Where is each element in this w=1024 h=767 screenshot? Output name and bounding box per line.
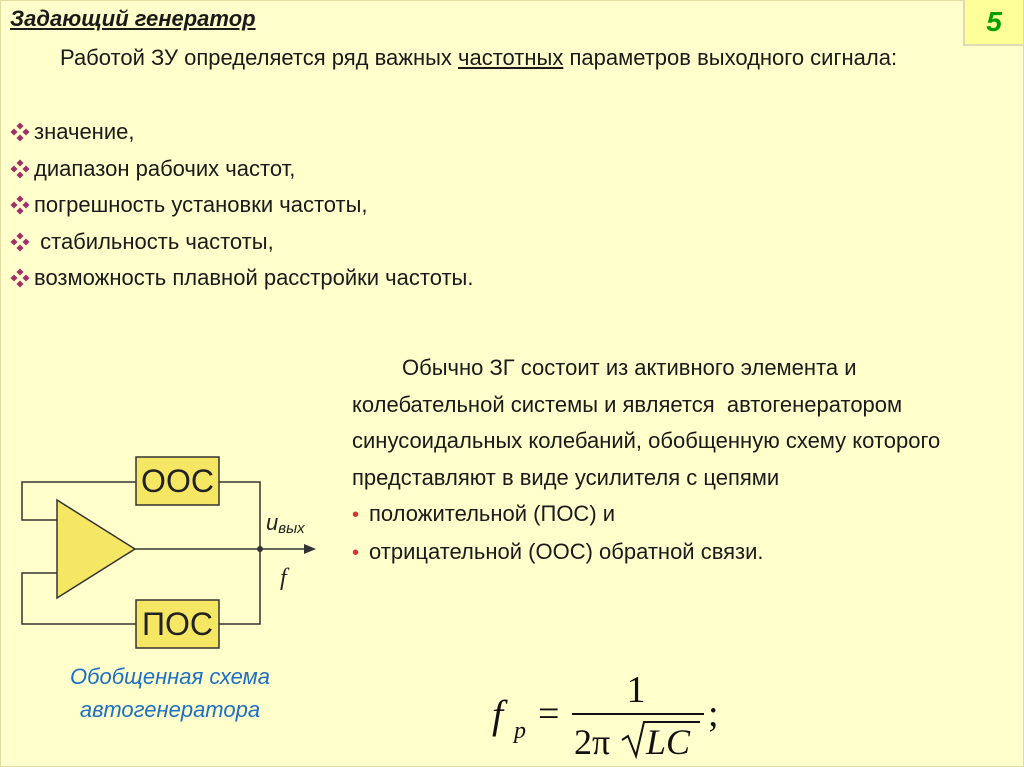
formula-lhs: f <box>492 692 504 737</box>
formula-numerator: 1 <box>626 669 646 711</box>
feedback-list <box>352 496 1002 571</box>
list-item <box>352 534 1002 572</box>
list-item <box>10 187 473 224</box>
intro-text-after: параметров выходного сигнала: <box>563 45 898 70</box>
list-item-text: значение, <box>34 119 135 144</box>
description-paragraph <box>352 350 1002 496</box>
page-number: 5 <box>986 6 1002 37</box>
list-item <box>10 224 473 261</box>
junction-dot <box>257 546 263 552</box>
diamond-bullet-icon <box>10 232 30 252</box>
diagram-caption <box>20 660 320 726</box>
output-voltage-subscript: вых <box>278 520 305 537</box>
list-item-text: погрешность установки частоты, <box>34 192 368 217</box>
list-item-text: положительной (ПОС) и <box>369 501 616 526</box>
list-item <box>10 114 473 151</box>
diamond-bullet-icon <box>10 159 30 179</box>
formula-denominator-coef: 2π <box>574 722 611 762</box>
red-bullet-icon: • <box>352 504 360 526</box>
resonance-formula <box>486 668 746 764</box>
red-bullet-icon: • <box>352 541 360 564</box>
top-feedback-wire-right <box>219 482 260 549</box>
caption-line-2: автогенератора <box>79 697 261 722</box>
parameter-list <box>10 114 473 297</box>
oos-block-label: ООС <box>141 463 214 499</box>
output-arrow-icon <box>304 544 316 554</box>
output-voltage-label <box>266 510 305 537</box>
intro-paragraph <box>10 40 950 76</box>
list-item-text: отрицательной (ООС) обратной связи. <box>369 538 764 564</box>
diamond-bullet-icon <box>10 195 30 215</box>
description-text: Обычно ЗГ состоит из активного элемента и колебательной системы и является автогенератором синусоидальных колебаний, обобщенную схему которого представляют в виде усилителя с цепями <box>352 355 947 490</box>
page-number-badge <box>963 0 1023 46</box>
frequency-label: f <box>280 565 287 591</box>
caption-line-1: Обобщенная схема <box>70 664 270 689</box>
list-item-text: стабильность частоты, <box>34 228 274 254</box>
formula-terminator: ; <box>708 693 719 735</box>
intro-text-before: Работой ЗУ определяется ряд важных <box>60 45 459 70</box>
formula-lhs-subscript: p <box>514 718 526 744</box>
pos-block-label: ПОС <box>142 606 213 642</box>
list-item-text: диапазон рабочих частот, <box>34 155 296 181</box>
list-item <box>352 496 1002 534</box>
output-voltage-symbol: u <box>266 510 279 535</box>
list-item <box>10 260 473 297</box>
list-item <box>10 151 473 188</box>
description-block <box>352 350 1002 571</box>
intro-underlined-word: частотных <box>458 45 564 70</box>
diamond-bullet-icon <box>10 122 30 142</box>
diamond-bullet-icon <box>10 268 30 288</box>
formula-radicand: LC <box>646 722 691 762</box>
oscillator-diagram <box>0 440 340 655</box>
slide-title: Задающий генератор <box>10 6 256 31</box>
formula-equals: = <box>538 693 560 735</box>
bottom-feedback-wire-right <box>219 549 260 624</box>
amplifier-triangle <box>57 500 135 598</box>
list-item-text: возможность плавной расстройки частоты. <box>34 265 474 290</box>
